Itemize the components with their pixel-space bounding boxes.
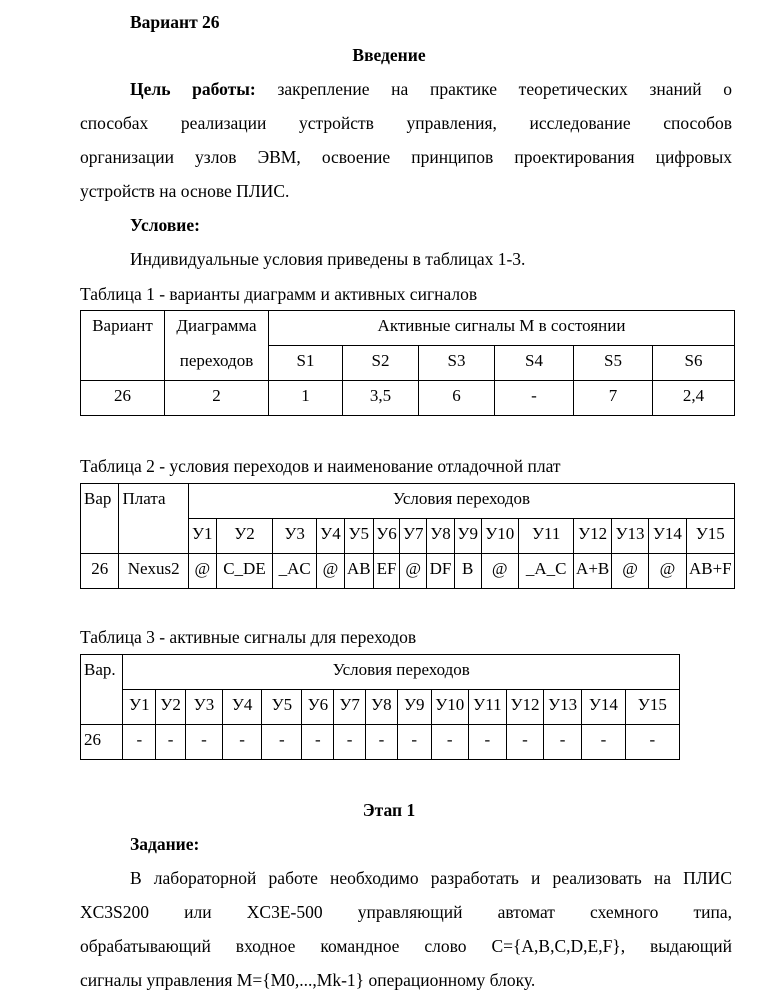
table3-header-cond: У8 bbox=[366, 690, 398, 725]
goal-label: Цель работы: bbox=[130, 79, 256, 99]
table2-cell: B bbox=[454, 554, 481, 589]
table1-header-diagram-1: Диаграмма bbox=[165, 311, 269, 346]
table2-cell: @ bbox=[649, 554, 686, 589]
table3-header-cond: У14 bbox=[582, 690, 625, 725]
table2-cell: C_DE bbox=[216, 554, 273, 589]
table3-row bbox=[81, 725, 680, 760]
table3-cell: - bbox=[544, 725, 582, 760]
table1-state: S2 bbox=[343, 346, 419, 381]
table1-state: S4 bbox=[495, 346, 574, 381]
table2-cell: @ bbox=[188, 554, 216, 589]
table1-cell: 6 bbox=[419, 381, 495, 416]
table3-cell: - bbox=[397, 725, 431, 760]
table3-header-cond: У2 bbox=[156, 690, 186, 725]
table2-cell: @ bbox=[400, 554, 427, 589]
table2-header-cond: У14 bbox=[649, 519, 686, 554]
table3-cell: - bbox=[302, 725, 334, 760]
table1-cell: 26 bbox=[81, 381, 165, 416]
table1-state: S3 bbox=[419, 346, 495, 381]
table3-header-cond: У10 bbox=[431, 690, 468, 725]
table2-header-cond: У2 bbox=[216, 519, 273, 554]
stage-heading: Этап 1 bbox=[362, 800, 416, 820]
table2-header-cond: У6 bbox=[373, 519, 400, 554]
table2-header-cond: У10 bbox=[481, 519, 518, 554]
table3-header-cond: У4 bbox=[223, 690, 262, 725]
table2-header-cond: У15 bbox=[686, 519, 734, 554]
table2-cell: _A_C bbox=[518, 554, 574, 589]
table2-cell: AB+F bbox=[686, 554, 734, 589]
table2 bbox=[80, 483, 735, 589]
intro-heading: Введение bbox=[352, 45, 426, 65]
table2-header-conditions: Условия переходов bbox=[188, 484, 734, 519]
table1-caption: Таблица 1 - варианты диаграмм и активных сигналов bbox=[80, 284, 478, 304]
table3-cell: - bbox=[625, 725, 679, 760]
table1-state: S5 bbox=[574, 346, 653, 381]
goal-line-1-text: закрепление на практике теоретических знаний о bbox=[277, 79, 733, 99]
table1-cell: 2,4 bbox=[653, 381, 735, 416]
table3 bbox=[80, 654, 680, 760]
task-heading: Задание: bbox=[130, 834, 200, 854]
table2-header-cond: У13 bbox=[611, 519, 648, 554]
condition-heading: Условие: bbox=[130, 215, 200, 235]
task-line-4: сигналы управления M={M0,...,Mk-1} операционному блоку. bbox=[80, 970, 536, 990]
table2-header-cond: У1 bbox=[188, 519, 216, 554]
task-line-1: В лабораторной работе необходимо разработать и реализовать на ПЛИС bbox=[130, 868, 732, 888]
table1-state: S6 bbox=[653, 346, 735, 381]
table2-header-cond: У3 bbox=[273, 519, 317, 554]
table3-cell: - bbox=[156, 725, 186, 760]
table3-cell: - bbox=[223, 725, 262, 760]
table1-header-diagram-2: переходов bbox=[165, 346, 269, 381]
table3-cell: - bbox=[185, 725, 222, 760]
table2-header-cond: У9 bbox=[454, 519, 481, 554]
table2-cell: DF bbox=[427, 554, 455, 589]
table3-cell: - bbox=[431, 725, 468, 760]
table3-cell: - bbox=[123, 725, 156, 760]
table2-cell: A+B bbox=[574, 554, 611, 589]
table1-header-variant: Вариант bbox=[81, 311, 165, 381]
table3-header-cond: У3 bbox=[185, 690, 222, 725]
table2-row bbox=[81, 554, 735, 589]
table1-state: S1 bbox=[269, 346, 343, 381]
table2-cell: @ bbox=[611, 554, 648, 589]
table3-header-cond: У11 bbox=[468, 690, 506, 725]
table1 bbox=[80, 310, 735, 416]
variant-heading: Вариант 26 bbox=[130, 12, 220, 32]
table3-header-cond: У15 bbox=[625, 690, 679, 725]
table2-header-cond: У12 bbox=[574, 519, 611, 554]
table1-header-signals: Активные сигналы М в состоянии bbox=[269, 311, 735, 346]
table3-cell: - bbox=[506, 725, 543, 760]
table2-cell: @ bbox=[317, 554, 345, 589]
table3-header-cond: У5 bbox=[262, 690, 302, 725]
table2-header-cond: У8 bbox=[427, 519, 455, 554]
table3-cell: - bbox=[262, 725, 302, 760]
table3-header-var: Вар. bbox=[81, 655, 123, 725]
table2-header-cond: У5 bbox=[344, 519, 373, 554]
task-line-3: обрабатывающий входное командное слово C={A,B,C,D,E,F}, выдающий bbox=[80, 936, 732, 956]
table3-cell: - bbox=[468, 725, 506, 760]
table3-header-cond: У12 bbox=[506, 690, 543, 725]
condition-text: Индивидуальные условия приведены в таблицах 1-3. bbox=[130, 249, 526, 269]
table2-cell-board: Nexus2 bbox=[119, 554, 188, 589]
table3-cell: - bbox=[334, 725, 366, 760]
table2-cell-var: 26 bbox=[81, 554, 119, 589]
table2-header-var: Вар bbox=[81, 484, 119, 554]
goal-line-1 bbox=[130, 79, 732, 101]
table2-cell: _AC bbox=[273, 554, 317, 589]
table2-cell: @ bbox=[481, 554, 518, 589]
table3-header-cond: У1 bbox=[123, 690, 156, 725]
table1-cell: 3,5 bbox=[343, 381, 419, 416]
table2-header-cond: У11 bbox=[518, 519, 574, 554]
table2-caption: Таблица 2 - условия переходов и наименование отладочной плат bbox=[80, 456, 561, 476]
table3-header-cond: У13 bbox=[544, 690, 582, 725]
table2-header-cond: У7 bbox=[400, 519, 427, 554]
table3-cell-var: 26 bbox=[81, 725, 123, 760]
table1-cell: 1 bbox=[269, 381, 343, 416]
table1-cell: - bbox=[495, 381, 574, 416]
table3-cell: - bbox=[366, 725, 398, 760]
table3-header-cond: У6 bbox=[302, 690, 334, 725]
goal-line-2: способах реализации устройств управления, исследование способов bbox=[80, 113, 732, 133]
goal-line-4: устройств на основе ПЛИС. bbox=[80, 181, 290, 201]
task-line-2: XC3S200 или XC3E-500 управляющий автомат схемного типа, bbox=[80, 902, 732, 922]
table3-header-cond: У9 bbox=[397, 690, 431, 725]
goal-line-3: организации узлов ЭВМ, освоение принципов проектирования цифровых bbox=[80, 147, 732, 167]
table2-cell: EF bbox=[373, 554, 400, 589]
table1-cell: 2 bbox=[165, 381, 269, 416]
table2-header-cond: У4 bbox=[317, 519, 345, 554]
table1-cell: 7 bbox=[574, 381, 653, 416]
table2-cell: AB bbox=[344, 554, 373, 589]
table2-header-board: Плата bbox=[119, 484, 188, 554]
table3-cell: - bbox=[582, 725, 625, 760]
table3-header-cond: У7 bbox=[334, 690, 366, 725]
table1-row bbox=[81, 381, 735, 416]
table3-header-conditions: Условия переходов bbox=[123, 655, 680, 690]
table3-caption: Таблица 3 - активные сигналы для переходов bbox=[80, 627, 417, 647]
